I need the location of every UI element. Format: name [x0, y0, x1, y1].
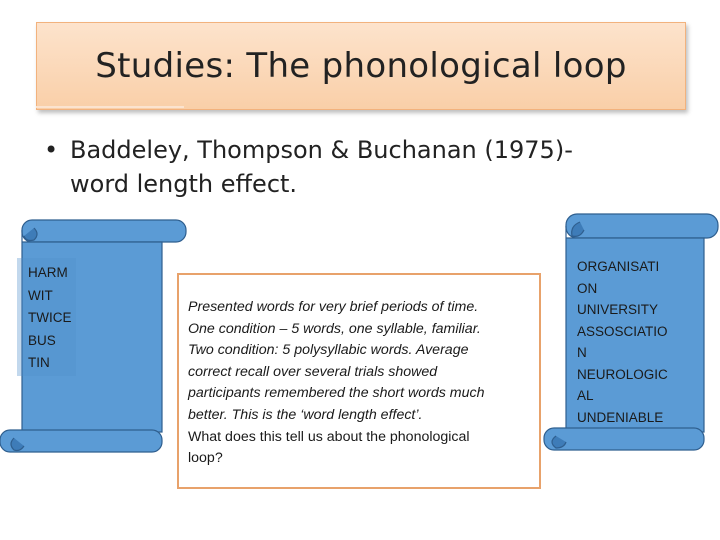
description-line: Presented words for very brief periods of time. — [188, 299, 479, 315]
question-line: loop? — [188, 450, 223, 467]
left-word: TWICE — [28, 310, 72, 325]
right-word: AL — [577, 388, 594, 403]
left-word: BUS — [28, 332, 56, 348]
description-line: correct recall over several trials showed — [188, 363, 438, 380]
left-word: WIT — [28, 287, 53, 303]
bullet-line-2: word length effect. — [70, 170, 298, 198]
study-description-box — [177, 273, 541, 489]
right-word: NEUROLOGIC — [577, 366, 668, 382]
description-line: participants remembered the short words much — [188, 385, 485, 402]
slide-title-box — [36, 22, 686, 110]
title-underline — [36, 106, 184, 108]
description-line: Two condition: 5 polysyllabic words. Average — [188, 342, 469, 359]
right-word: ASSOSCIATIO — [577, 323, 668, 339]
left-word: TIN — [28, 355, 50, 370]
right-scroll-word-list — [577, 256, 668, 428]
slide-title: Studies: The phonological loop — [95, 46, 627, 86]
right-word: ORGANISATI — [577, 259, 660, 274]
right-word: UNIVERSITY — [577, 302, 659, 317]
description-line: better. This is the ‘word length effect’. — [188, 406, 423, 423]
right-word: ON — [577, 280, 598, 296]
left-scroll-word-list — [28, 262, 72, 375]
bullet-line-1: Baddeley, Thompson & Buchanan (1975)- — [70, 136, 573, 164]
right-word: N — [577, 345, 587, 360]
question-line: What does this tell us about the phonological — [188, 428, 470, 445]
bullet-dot: • — [44, 136, 59, 164]
left-word: HARM — [28, 265, 68, 280]
description-line: One condition – 5 words, one syllable, familiar. — [188, 320, 481, 337]
right-word: UNDENIABLE — [577, 409, 664, 425]
bullet-point — [44, 133, 664, 201]
